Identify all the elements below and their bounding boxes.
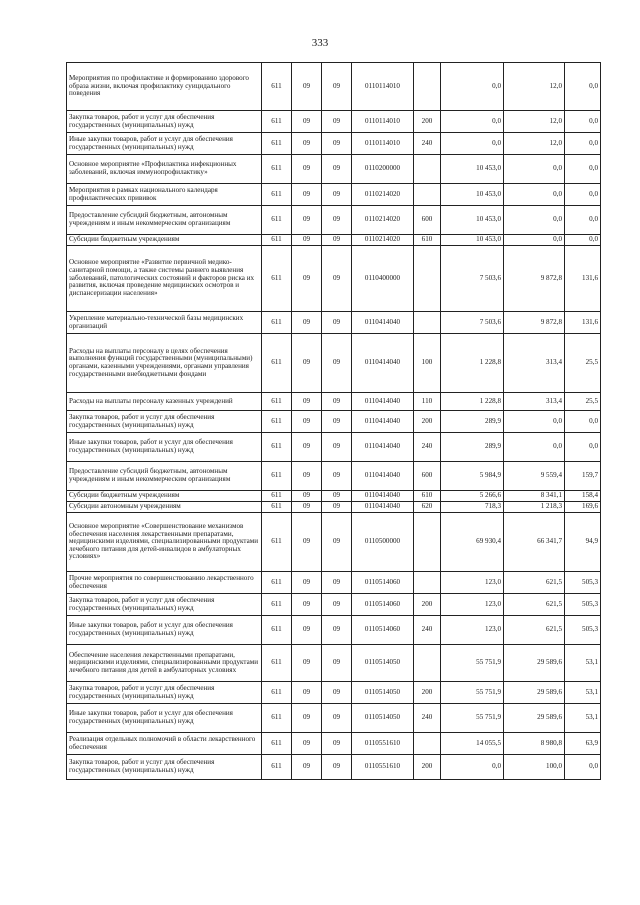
- ved-code: 611: [262, 502, 292, 513]
- section-code: 09: [292, 334, 322, 393]
- amount-actual: 0,0: [504, 184, 565, 206]
- subsection-code: 09: [322, 755, 352, 780]
- table-row: [67, 645, 601, 682]
- amount-actual: 621,5: [504, 616, 565, 645]
- subsection-code: 09: [322, 513, 352, 572]
- table-row: [67, 594, 601, 616]
- section-code: 09: [292, 312, 322, 334]
- ved-code: 611: [262, 235, 292, 246]
- table-row: [67, 246, 601, 312]
- table-row: [67, 755, 601, 780]
- expense-type-code: [414, 645, 441, 682]
- ved-code: 611: [262, 433, 292, 462]
- table-row: [67, 63, 601, 111]
- expense-type-code: 100: [414, 334, 441, 393]
- amount-actual: 9 559,4: [504, 462, 565, 491]
- ved-code: 611: [262, 645, 292, 682]
- execution-percent: 505,3: [565, 616, 601, 645]
- section-code: 09: [292, 513, 322, 572]
- expense-type-code: 200: [414, 682, 441, 704]
- table-row: [67, 491, 601, 502]
- expense-type-code: 240: [414, 704, 441, 733]
- table-row: [67, 206, 601, 235]
- target-article-code: 0110414040: [352, 502, 414, 513]
- amount-actual: 0,0: [504, 155, 565, 184]
- expense-type-code: 200: [414, 411, 441, 433]
- subsection-code: 09: [322, 462, 352, 491]
- amount-plan: 7 503,6: [441, 246, 504, 312]
- execution-percent: 505,3: [565, 594, 601, 616]
- ved-code: 611: [262, 755, 292, 780]
- amount-plan: 14 055,5: [441, 733, 504, 755]
- subsection-code: 09: [322, 433, 352, 462]
- table-row: [67, 334, 601, 393]
- execution-percent: 0,0: [565, 755, 601, 780]
- expense-type-code: 240: [414, 616, 441, 645]
- ved-code: 611: [262, 393, 292, 411]
- amount-actual: 29 589,6: [504, 645, 565, 682]
- execution-percent: 25,5: [565, 393, 601, 411]
- table-row: [67, 462, 601, 491]
- execution-percent: 53,1: [565, 704, 601, 733]
- execution-percent: 0,0: [565, 133, 601, 155]
- execution-percent: 0,0: [565, 63, 601, 111]
- section-code: 09: [292, 246, 322, 312]
- section-code: 09: [292, 433, 322, 462]
- amount-actual: 313,4: [504, 334, 565, 393]
- row-name: Субсидии автономным учреждениям: [67, 502, 262, 513]
- subsection-code: 09: [322, 111, 352, 133]
- subsection-code: 09: [322, 184, 352, 206]
- target-article-code: 0110214020: [352, 235, 414, 246]
- execution-percent: 0,0: [565, 206, 601, 235]
- execution-percent: 159,7: [565, 462, 601, 491]
- row-name: Реализация отдельных полномочий в области лекарственного обеспечения: [67, 733, 262, 755]
- row-name: Субсидии бюджетным учреждениям: [67, 235, 262, 246]
- amount-plan: 0,0: [441, 133, 504, 155]
- amount-actual: 621,5: [504, 594, 565, 616]
- amount-actual: 313,4: [504, 393, 565, 411]
- subsection-code: 09: [322, 235, 352, 246]
- expense-type-code: 610: [414, 491, 441, 502]
- target-article-code: 0110551610: [352, 755, 414, 780]
- expense-type-code: [414, 184, 441, 206]
- amount-plan: 0,0: [441, 111, 504, 133]
- ved-code: 611: [262, 682, 292, 704]
- target-article-code: 0110551610: [352, 733, 414, 755]
- target-article-code: 0110414040: [352, 462, 414, 491]
- row-name: Закупка товаров, работ и услуг для обеспечения государственных (муниципальных) нужд: [67, 682, 262, 704]
- section-code: 09: [292, 206, 322, 235]
- table-body: [67, 63, 601, 780]
- expense-type-code: [414, 513, 441, 572]
- ved-code: 611: [262, 411, 292, 433]
- table-row: [67, 733, 601, 755]
- expense-type-code: 200: [414, 594, 441, 616]
- budget-table: [66, 62, 601, 780]
- ved-code: 611: [262, 491, 292, 502]
- target-article-code: 0110414040: [352, 393, 414, 411]
- row-name: Иные закупки товаров, работ и услуг для обеспечения государственных (муниципальных) нужд: [67, 616, 262, 645]
- target-article-code: 0110414040: [352, 491, 414, 502]
- table-row: [67, 111, 601, 133]
- expense-type-code: 610: [414, 235, 441, 246]
- target-article-code: 0110414040: [352, 312, 414, 334]
- execution-percent: 0,0: [565, 111, 601, 133]
- subsection-code: 09: [322, 682, 352, 704]
- target-article-code: 0110114010: [352, 133, 414, 155]
- target-article-code: 0110400000: [352, 246, 414, 312]
- amount-plan: 718,3: [441, 502, 504, 513]
- row-name: Обеспечение населения лекарственными препаратами, медицинскими изделиями, специализированными продуктами лечебного питания для детей в амбулаторных условиях: [67, 645, 262, 682]
- expense-type-code: 200: [414, 111, 441, 133]
- subsection-code: 09: [322, 246, 352, 312]
- target-article-code: 0110514060: [352, 616, 414, 645]
- amount-actual: 0,0: [504, 433, 565, 462]
- section-code: 09: [292, 704, 322, 733]
- execution-percent: 53,1: [565, 682, 601, 704]
- section-code: 09: [292, 616, 322, 645]
- section-code: 09: [292, 594, 322, 616]
- amount-actual: 0,0: [504, 411, 565, 433]
- amount-plan: 55 751,9: [441, 645, 504, 682]
- table-row: [67, 433, 601, 462]
- section-code: 09: [292, 155, 322, 184]
- table-row: [67, 513, 601, 572]
- target-article-code: 0110114010: [352, 63, 414, 111]
- target-article-code: 0110214020: [352, 184, 414, 206]
- amount-plan: 69 930,4: [441, 513, 504, 572]
- row-name: Предоставление субсидий бюджетным, автономным учреждениям и иным некоммерческим организациям: [67, 206, 262, 235]
- ved-code: 611: [262, 184, 292, 206]
- subsection-code: 09: [322, 133, 352, 155]
- execution-percent: 131,6: [565, 246, 601, 312]
- amount-plan: 7 503,6: [441, 312, 504, 334]
- amount-plan: 10 453,0: [441, 155, 504, 184]
- table-row: [67, 155, 601, 184]
- amount-actual: 1 218,3: [504, 502, 565, 513]
- ved-code: 611: [262, 594, 292, 616]
- target-article-code: 0110414040: [352, 411, 414, 433]
- amount-actual: 9 872,8: [504, 312, 565, 334]
- section-code: 09: [292, 111, 322, 133]
- amount-plan: 55 751,9: [441, 704, 504, 733]
- amount-plan: 123,0: [441, 616, 504, 645]
- ved-code: 611: [262, 246, 292, 312]
- row-name: Иные закупки товаров, работ и услуг для обеспечения государственных (муниципальных) нужд: [67, 133, 262, 155]
- row-name: Закупка товаров, работ и услуг для обеспечения государственных (муниципальных) нужд: [67, 594, 262, 616]
- table-row: [67, 411, 601, 433]
- section-code: 09: [292, 235, 322, 246]
- amount-plan: 0,0: [441, 755, 504, 780]
- section-code: 09: [292, 184, 322, 206]
- ved-code: 611: [262, 572, 292, 594]
- section-code: 09: [292, 645, 322, 682]
- table-row: [67, 184, 601, 206]
- row-name: Мероприятия по профилактике и формированию здорового образа жизни, включая профилактику суицидального поведения: [67, 63, 262, 111]
- target-article-code: 0110214020: [352, 206, 414, 235]
- row-name: Основное мероприятие «Развитие первичной медико-санитарной помощи, а также системы раннего выявления заболеваний, патологических состояний и факторов риска их развития, включая проведение медицинских осмотров и диспансеризации населения»: [67, 246, 262, 312]
- target-article-code: 0110200000: [352, 155, 414, 184]
- ved-code: 611: [262, 312, 292, 334]
- amount-plan: 289,9: [441, 433, 504, 462]
- ved-code: 611: [262, 155, 292, 184]
- expense-type-code: [414, 312, 441, 334]
- amount-actual: 621,5: [504, 572, 565, 594]
- expense-type-code: 600: [414, 462, 441, 491]
- expense-type-code: [414, 155, 441, 184]
- ved-code: 611: [262, 133, 292, 155]
- row-name: Иные закупки товаров, работ и услуг для обеспечения государственных (муниципальных) нужд: [67, 433, 262, 462]
- ved-code: 611: [262, 462, 292, 491]
- ved-code: 611: [262, 63, 292, 111]
- target-article-code: 0110114010: [352, 111, 414, 133]
- subsection-code: 09: [322, 502, 352, 513]
- execution-percent: 25,5: [565, 334, 601, 393]
- section-code: 09: [292, 462, 322, 491]
- table-row: [67, 312, 601, 334]
- ved-code: 611: [262, 704, 292, 733]
- subsection-code: 09: [322, 733, 352, 755]
- table-row: [67, 572, 601, 594]
- execution-percent: 0,0: [565, 184, 601, 206]
- ved-code: 611: [262, 616, 292, 645]
- table-row: [67, 616, 601, 645]
- execution-percent: 131,6: [565, 312, 601, 334]
- amount-actual: 29 589,6: [504, 682, 565, 704]
- execution-percent: 158,4: [565, 491, 601, 502]
- subsection-code: 09: [322, 312, 352, 334]
- amount-actual: 100,0: [504, 755, 565, 780]
- ved-code: 611: [262, 513, 292, 572]
- section-code: 09: [292, 63, 322, 111]
- subsection-code: 09: [322, 155, 352, 184]
- execution-percent: 0,0: [565, 235, 601, 246]
- amount-actual: 0,0: [504, 235, 565, 246]
- execution-percent: 505,3: [565, 572, 601, 594]
- execution-percent: 0,0: [565, 411, 601, 433]
- execution-percent: 169,6: [565, 502, 601, 513]
- expense-type-code: 110: [414, 393, 441, 411]
- row-name: Мероприятия в рамках национального календаря профилактических прививок: [67, 184, 262, 206]
- expense-type-code: 600: [414, 206, 441, 235]
- target-article-code: 0110500000: [352, 513, 414, 572]
- target-article-code: 0110514050: [352, 682, 414, 704]
- section-code: 09: [292, 755, 322, 780]
- execution-percent: 63,9: [565, 733, 601, 755]
- ved-code: 611: [262, 111, 292, 133]
- amount-plan: 289,9: [441, 411, 504, 433]
- subsection-code: 09: [322, 594, 352, 616]
- section-code: 09: [292, 133, 322, 155]
- amount-plan: 55 751,9: [441, 682, 504, 704]
- subsection-code: 09: [322, 63, 352, 111]
- amount-plan: 10 453,0: [441, 235, 504, 246]
- subsection-code: 09: [322, 334, 352, 393]
- expense-type-code: [414, 733, 441, 755]
- amount-plan: 123,0: [441, 572, 504, 594]
- ved-code: 611: [262, 334, 292, 393]
- amount-actual: 9 872,8: [504, 246, 565, 312]
- row-name: Основное мероприятие «Профилактика инфекционных заболеваний, включая иммунопрофилактику»: [67, 155, 262, 184]
- amount-actual: 66 341,7: [504, 513, 565, 572]
- ved-code: 611: [262, 733, 292, 755]
- expense-type-code: 240: [414, 433, 441, 462]
- subsection-code: 09: [322, 645, 352, 682]
- section-code: 09: [292, 682, 322, 704]
- subsection-code: 09: [322, 393, 352, 411]
- section-code: 09: [292, 572, 322, 594]
- expense-type-code: 240: [414, 133, 441, 155]
- target-article-code: 0110514060: [352, 594, 414, 616]
- subsection-code: 09: [322, 411, 352, 433]
- row-name: Прочие мероприятия по совершенствованию лекарственного обеспечения: [67, 572, 262, 594]
- amount-actual: 8 980,8: [504, 733, 565, 755]
- expense-type-code: [414, 246, 441, 312]
- section-code: 09: [292, 491, 322, 502]
- table-row: [67, 393, 601, 411]
- section-code: 09: [292, 393, 322, 411]
- expense-type-code: [414, 63, 441, 111]
- table-row: [67, 704, 601, 733]
- target-article-code: 0110414040: [352, 433, 414, 462]
- row-name: Укрепление материально-технической базы медицинских организаций: [67, 312, 262, 334]
- amount-actual: 12,0: [504, 111, 565, 133]
- amount-actual: 12,0: [504, 63, 565, 111]
- target-article-code: 0110514050: [352, 704, 414, 733]
- target-article-code: 0110414040: [352, 334, 414, 393]
- target-article-code: 0110514050: [352, 645, 414, 682]
- table-row: [67, 502, 601, 513]
- expense-type-code: 200: [414, 755, 441, 780]
- expense-type-code: [414, 572, 441, 594]
- amount-actual: 12,0: [504, 133, 565, 155]
- amount-plan: 10 453,0: [441, 206, 504, 235]
- row-name: Закупка товаров, работ и услуг для обеспечения государственных (муниципальных) нужд: [67, 755, 262, 780]
- row-name: Расходы на выплаты персоналу казенных учреждений: [67, 393, 262, 411]
- subsection-code: 09: [322, 491, 352, 502]
- amount-actual: 0,0: [504, 206, 565, 235]
- section-code: 09: [292, 411, 322, 433]
- execution-percent: 0,0: [565, 433, 601, 462]
- execution-percent: 94,9: [565, 513, 601, 572]
- expense-type-code: 620: [414, 502, 441, 513]
- page-number: 333: [311, 37, 329, 49]
- execution-percent: 0,0: [565, 155, 601, 184]
- row-name: Иные закупки товаров, работ и услуг для обеспечения государственных (муниципальных) нужд: [67, 704, 262, 733]
- amount-actual: 29 589,6: [504, 704, 565, 733]
- amount-plan: 0,0: [441, 63, 504, 111]
- section-code: 09: [292, 733, 322, 755]
- subsection-code: 09: [322, 206, 352, 235]
- amount-plan: 10 453,0: [441, 184, 504, 206]
- table-row: [67, 682, 601, 704]
- target-article-code: 0110514060: [352, 572, 414, 594]
- section-code: 09: [292, 502, 322, 513]
- row-name: Предоставление субсидий бюджетным, автономным учреждениям и иным некоммерческим организациям: [67, 462, 262, 491]
- subsection-code: 09: [322, 616, 352, 645]
- amount-plan: 5 266,6: [441, 491, 504, 502]
- table-row: [67, 235, 601, 246]
- amount-plan: 5 984,9: [441, 462, 504, 491]
- subsection-code: 09: [322, 572, 352, 594]
- row-name: Субсидии бюджетным учреждениям: [67, 491, 262, 502]
- row-name: Закупка товаров, работ и услуг для обеспечения государственных (муниципальных) нужд: [67, 411, 262, 433]
- row-name: Основное мероприятие «Совершенствование механизмов обеспечения населения лекарственными препаратами, медицинскими изделиями, специализированными продуктами лечебного питания для детей-инвалидов в амбулаторных условиях»: [67, 513, 262, 572]
- row-name: Расходы на выплаты персоналу в целях обеспечения выполнения функций государственными (муниципальными) органами, казенными учреждениями, органами управления государственными внебюджетными фондами: [67, 334, 262, 393]
- ved-code: 611: [262, 206, 292, 235]
- row-name: Закупка товаров, работ и услуг для обеспечения государственных (муниципальных) нужд: [67, 111, 262, 133]
- amount-plan: 123,0: [441, 594, 504, 616]
- execution-percent: 53,1: [565, 645, 601, 682]
- amount-plan: 1 228,8: [441, 393, 504, 411]
- amount-plan: 1 228,8: [441, 334, 504, 393]
- subsection-code: 09: [322, 704, 352, 733]
- amount-actual: 8 341,1: [504, 491, 565, 502]
- table-row: [67, 133, 601, 155]
